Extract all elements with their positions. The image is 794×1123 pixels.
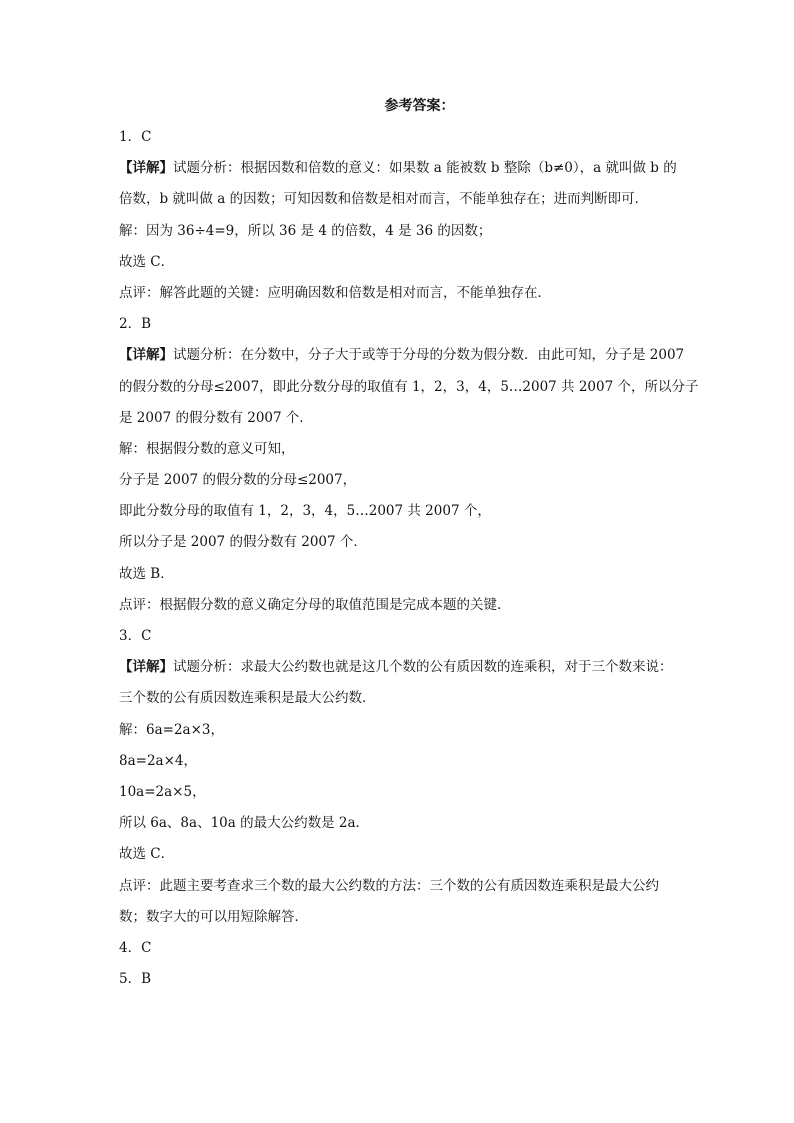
answer-3-comment-line-1: 点评：此题主要考查求三个数的最大公约数的方法：三个数的公有质因数连乘积是最大公约 [119, 877, 659, 894]
answer-5-label: 5．B [119, 971, 152, 988]
page-title: 参考答案： [384, 98, 455, 114]
answer-2-label: 2．B [119, 316, 152, 333]
answer-1-analysis-line-2: 倍数，b 就叫做 a 的因数；可知因数和倍数是相对而言，不能单独存在；进而判断即可． [119, 191, 649, 208]
analysis-tag: 【详解】 [119, 160, 173, 177]
analysis-text: 试题分析：求最大公约数也就是这几个数的公有质因数的连乘积，对于三个数来说： [173, 659, 673, 676]
answer-3-analysis-line-2: 三个数的公有质因数连乘积是最大公约数． [119, 690, 376, 707]
answer-2-analysis-line-3: 是 2007 的假分数有 2007 个． [119, 409, 313, 426]
analysis-tag: 【详解】 [119, 347, 173, 364]
answer-4-label: 4．C [119, 939, 152, 956]
answer-3-comment-line-2: 数；数字大的可以用短除解答． [119, 908, 308, 925]
analysis-tag: 【详解】 [119, 659, 173, 676]
answer-2-solution-line-3: 即此分数分母的取值有 1，2，3，4，5…2007 共 2007 个， [119, 503, 491, 520]
answer-1-comment: 点评：解答此题的关键：应明确因数和倍数是相对而言，不能单独存在． [119, 284, 551, 301]
answer-2-analysis-line-2: 的假分数的分母≤2007，即此分数分母的取值有 1，2，3，4，5…2007 共 2007 个，所以分子 [119, 378, 699, 395]
answer-2-solution-line-1: 解：根据假分数的意义可知， [119, 440, 295, 457]
answer-1-choose: 故选 C． [119, 253, 175, 270]
answer-3-analysis-line-1 [119, 658, 684, 677]
answer-1-analysis-line-1 [119, 159, 684, 178]
analysis-text: 试题分析：根据因数和倍数的意义：如果数 a 能被数 b 整除（b≠0），a 就叫做 b 的 [173, 160, 677, 177]
answer-2-comment: 点评：根据假分数的意义确定分母的取值范围是完成本题的关键． [119, 596, 511, 613]
answer-2-analysis-line-1 [119, 346, 684, 365]
answer-1-solution: 解：因为 36÷4=9，所以 36 是 4 的倍数，4 是 36 的因数； [119, 222, 492, 239]
answer-2-solution-line-4: 所以分子是 2007 的假分数有 2007 个． [119, 534, 367, 551]
answer-2-solution-line-2: 分子是 2007 的假分数的分母≤2007， [119, 472, 357, 489]
answer-3-choose: 故选 C． [119, 846, 175, 863]
answer-2-choose: 故选 B． [119, 565, 174, 582]
answer-3-label: 3．C [119, 628, 152, 644]
analysis-text: 试题分析：在分数中，分子大于或等于分母的分数为假分数．由此可知，分子是 2007 [173, 347, 685, 364]
answer-3-solution-line-4: 所以 6a、8a、10a 的最大公约数是 2a． [119, 815, 370, 832]
answer-3-solution-line-1: 解：6a=2a×3， [119, 721, 224, 738]
answer-3-solution-line-2: 8a=2a×4， [119, 752, 197, 769]
answer-1-label: 1．C [119, 129, 152, 145]
answer-3-solution-line-3: 10a=2a×5， [119, 783, 206, 800]
